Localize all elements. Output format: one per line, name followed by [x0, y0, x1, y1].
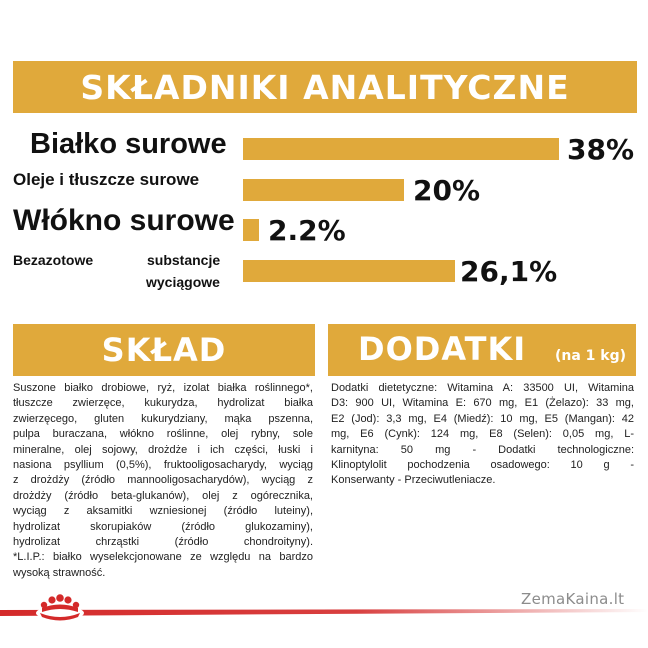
nutrient-label-fibre: Włókno surowe	[13, 204, 235, 237]
nutrient-bar-nfe	[243, 260, 455, 282]
composition-title: SKŁAD	[101, 331, 227, 369]
brand-red-line	[0, 608, 648, 618]
additives-title: DODATKI	[358, 330, 527, 368]
additives-line: karnityna: 50 mg - Dodatki technologiczne:	[331, 443, 634, 456]
composition-line: nasiona psyllium (0,5%), fruktooligosacharydy, wyciąg	[13, 459, 313, 472]
nutrient-value-fat: 20%	[413, 174, 481, 207]
nutrient-label-fat: Oleje i tłuszcze surowe	[13, 170, 200, 189]
composition-line: z drożdży (źródło mannooligosacharydów), wyciąg z	[13, 474, 313, 487]
watermark-text: ZemaKaina.lt	[521, 590, 625, 608]
additives-text	[331, 381, 634, 489]
composition-line: pulpa buraczana, włókno roślinne, olej rybny, sole	[13, 428, 313, 441]
nutrient-label-nfe-line1-right: substancje	[147, 252, 221, 268]
composition-line: wysoką strawność.	[13, 566, 106, 579]
composition-text	[13, 381, 313, 581]
composition-line: wyciąg z aksamitki wzniesionej (źródło luteiny),	[13, 505, 313, 518]
additives-line: E2 (Jod): 3,3 mg, E4 (Miedź): 10 mg, E5 (Mangan): 42	[331, 412, 634, 425]
additives-line: Klinoptylolit pochodzenia osadowego: 10 g -	[331, 459, 634, 472]
nutrient-value-protein: 38%	[567, 133, 635, 166]
composition-line: zwierzęcego, gluten kukurydziany, mąka pszenna,	[13, 412, 313, 425]
composition-line: drożdży (źródło beta-glukanów), olej z ogórecznika,	[13, 489, 313, 502]
composition-line: hydrolizat skorupiaków (źródło glukozaminy),	[13, 520, 313, 533]
royal-canin-crown-icon	[34, 591, 86, 621]
additives-banner	[328, 324, 636, 376]
composition-banner	[13, 324, 315, 376]
nutrient-bar-fibre	[243, 219, 259, 241]
nutrient-value-fibre: 2.2%	[268, 214, 346, 247]
additives-unit: (na 1 kg)	[554, 348, 626, 364]
nutrient-bar-protein	[243, 138, 559, 160]
analytical-title-banner	[13, 61, 637, 113]
nutrient-label-nfe-line1-left: Bezazotowe	[13, 252, 94, 268]
composition-line: Suszone białko drobiowe, ryż, izolat białka roślinnego*,	[13, 382, 313, 394]
additives-line: mg, E6 (Cynk): 124 mg, E8 (Selen): 0,05 mg, L-	[331, 428, 634, 441]
composition-line: hydrolizat chrząstki (źródło chondroityny).	[13, 536, 313, 549]
nutrient-label-protein: Białko surowe	[30, 128, 227, 160]
composition-line: mineralne, olej sojowy, drożdże i ich części, łuski i	[13, 443, 313, 456]
nutrient-label-nfe-line2: wyciągowe	[146, 274, 220, 290]
composition-line: *L.I.P.: białko wyselekcjonowane ze względu na bardzo	[13, 551, 313, 564]
additives-line: Konserwanty - Przeciwutleniacze.	[331, 474, 496, 487]
nutrient-value-nfe: 26,1%	[460, 255, 558, 288]
analytical-title: SKŁADNIKI ANALITYCZNE	[80, 67, 570, 107]
nutrient-bar-fat	[243, 179, 404, 201]
composition-line: tłuszcze zwierzęce, kukurydza, hydrolizat białka	[13, 397, 313, 410]
additives-line: Dodatki dietetyczne: Witamina A: 33500 UI, Witamina	[331, 382, 634, 394]
additives-line: D3: 900 UI, Witamina E: 670 mg, E1 (Żelazo): 33 mg,	[331, 397, 634, 410]
